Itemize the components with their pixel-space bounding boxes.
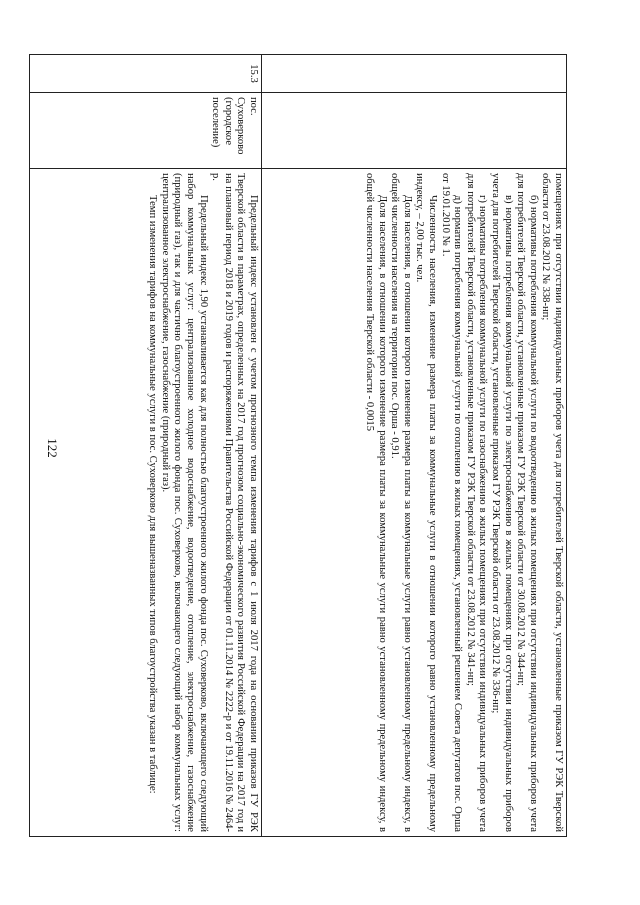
rotated-table-wrapper: [29, 54, 567, 837]
paragraph: Предельный индекс 1,90 устанавливается как для полностью благоустроенного жилого фонда пос. Суховерково, включающего следующий набор коммунальных услуг: централизованное холодное водоснабжение, водоотведение, отопление, электроснабжение, газоснабжение (природный газ), так и для частично благоустроенного жилого фонда пос. Суховерково, включающего следующий набор коммунальных услуг: централизованное электроснабжение, газоснабжение (природный газ).: [159, 173, 209, 832]
description-cell: [262, 169, 567, 837]
row-number-cell: [262, 55, 567, 93]
description-cell: [30, 169, 262, 837]
paragraph: Темп изменения тарифов на коммунальные услуги в пос. Суховерково для вышеназванных типов благоустройства указан в таблице:: [147, 195, 159, 794]
paragraph: б) нормативы потребления коммунальной услуги по водоотведению в жилых помещениях при отсутствии индивидуальных приборов учета для потребителей Тверской области, установленные приказом ГУ РЭК Тверской области от 30.08.2012 № 344-нп;: [515, 173, 539, 832]
table-row: [262, 55, 567, 837]
paragraph: Доля населения, в отношении которого изменение размера платы за коммунальные услуги равно установленному предельному индексу, в общей численности населения на территории пос. Орша - 0,91.: [389, 173, 413, 832]
paragraph: г) нормативы потребления коммунальной услуги по газоснабжению в жилых помещениях при отсутствии индивидуальных приборов учета для потребителей Тверской области, установленные приказом ГУ РЭК Тверской области от 23.08.2012 № 341-нп;: [464, 173, 489, 832]
settlement-cell: пос. Суховерково (городское поселение): [30, 93, 262, 169]
paragraph: в) нормативы потребления коммунальной услуги по электроснабжению в жилых помещениях при отсутствии индивидуальных приборов учета для потребителей Тверской области, установленные приказом ГУ РЭК Тверской области от 23.08.2012 № 336-нп;: [490, 173, 514, 832]
paragraph: д) норматив потребления коммунальной услуги по отоплению в жилых помещениях, установленный решением Совета депутатов пос. Орша от 19.01.2010 № 1.: [439, 173, 464, 832]
paragraph: помещениях при отсутствии индивидуальных приборов учета для потребителей Тверской области, установленные приказом ГУ РЭК Тверской области от 23.08.2012 № 338-нп;: [540, 173, 564, 832]
paragraph: Численность населения, изменение размера платы за коммунальные услуги в отношении которого равно установленному предельному индексу, – 2,00 тыс. чел.: [414, 173, 439, 832]
settlement-cell: [262, 93, 567, 169]
table-row: [30, 55, 262, 837]
paragraph: Предельный индекс установлен с учетом прогнозного темпа изменения тарифов с 1 июля 2017 года на основании приказов ГУ РЭК Тверской области в параметрах, определенных на 2017 год прогнозом социально-экономического развития Российской Федерации на 2017 год и на плановый период 2018 и 2019 годов и распоряжениями Правительства Российской Федерации от 01.11.2014 № 2222-р и от 19.11.2016 № 2464-р.: [210, 173, 259, 832]
document-table: [29, 54, 567, 837]
paragraph: Доля населения, в отношении которого изменение размера платы за коммунальные услуги равно установленному предельному индексу, в общей численности населения Тверской области - 0,0015: [364, 173, 388, 832]
page-number: 122: [45, 438, 60, 458]
row-number-cell: 15.3: [30, 55, 262, 93]
